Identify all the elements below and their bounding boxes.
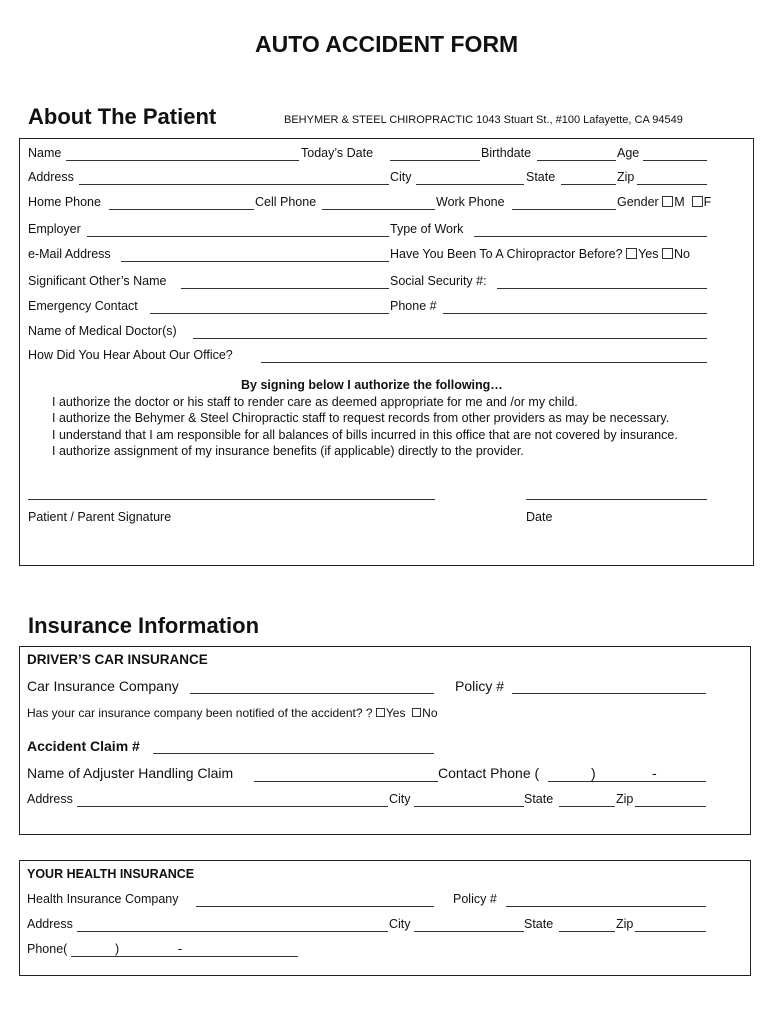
todays-date-label: Today’s Date bbox=[301, 146, 374, 160]
city-field[interactable] bbox=[416, 184, 524, 185]
signature-date-field[interactable] bbox=[526, 499, 707, 500]
health-policy-field[interactable] bbox=[506, 906, 706, 907]
medical-doctor-label: Name of Medical Doctor(s) bbox=[28, 324, 177, 338]
car-city-field[interactable] bbox=[414, 806, 524, 807]
health-zip-label: Zip bbox=[616, 917, 634, 931]
city-label: City bbox=[390, 170, 412, 184]
gender-m-label: M bbox=[674, 195, 685, 209]
zip-field[interactable] bbox=[637, 184, 707, 185]
contact-phone-area-field[interactable] bbox=[548, 781, 706, 782]
claim-label: Accident Claim # bbox=[27, 738, 140, 754]
address-label: Address bbox=[28, 170, 74, 184]
age-label: Age bbox=[617, 146, 640, 160]
car-address-label: Address bbox=[27, 792, 73, 806]
health-phone-dash: - bbox=[178, 942, 183, 956]
health-state-label: State bbox=[524, 917, 554, 931]
address-field[interactable] bbox=[79, 184, 389, 185]
age-field[interactable] bbox=[643, 160, 707, 161]
chiro-yes-checkbox[interactable] bbox=[626, 248, 637, 259]
phone-label: Phone # bbox=[390, 299, 437, 313]
chiro-before-label: Have You Been To A Chiropractor Before? bbox=[390, 247, 623, 261]
notified-no-checkbox[interactable] bbox=[412, 708, 421, 717]
health-insurance-heading: YOUR HEALTH INSURANCE bbox=[27, 867, 195, 881]
car-zip-label: Zip bbox=[616, 792, 634, 806]
health-zip-field[interactable] bbox=[635, 931, 706, 932]
health-policy-label: Policy # bbox=[453, 892, 497, 906]
authorization-line: I authorize the doctor or his staff to render care as deemed appropriate for me and /or my child. bbox=[52, 395, 578, 409]
form-title: AUTO ACCIDENT FORM bbox=[255, 31, 519, 57]
chiro-no-checkbox[interactable] bbox=[662, 248, 673, 259]
car-company-field[interactable] bbox=[190, 693, 434, 694]
zip-label: Zip bbox=[617, 170, 635, 184]
notified-question-mark: ? bbox=[365, 706, 373, 720]
todays-date-field[interactable] bbox=[390, 160, 480, 161]
hear-about-label: How Did You Hear About Our Office? bbox=[28, 348, 233, 362]
contact-phone-paren: ) bbox=[591, 765, 596, 781]
work-phone-label: Work Phone bbox=[436, 195, 505, 209]
car-state-field[interactable] bbox=[559, 806, 615, 807]
work-phone-field[interactable] bbox=[512, 209, 616, 210]
significant-other-label: Significant Other’s Name bbox=[28, 274, 167, 288]
car-zip-field[interactable] bbox=[635, 806, 706, 807]
car-company-label: Car Insurance Company bbox=[27, 678, 179, 694]
notified-group bbox=[27, 706, 438, 720]
claim-field[interactable] bbox=[153, 753, 434, 754]
ssn-field[interactable] bbox=[497, 288, 707, 289]
health-phone-label: Phone( bbox=[27, 942, 68, 956]
employer-field[interactable] bbox=[87, 236, 389, 237]
signature-label: Patient / Parent Signature bbox=[28, 510, 172, 524]
hear-about-field[interactable] bbox=[261, 362, 707, 363]
email-field[interactable] bbox=[121, 261, 389, 262]
gender-f-checkbox[interactable] bbox=[692, 196, 703, 207]
patient-section-heading: About The Patient bbox=[28, 104, 217, 129]
car-policy-field[interactable] bbox=[512, 693, 706, 694]
chiro-yes-label: Yes bbox=[638, 247, 659, 261]
name-label: Name bbox=[28, 146, 62, 160]
notified-yes-label: Yes bbox=[385, 706, 406, 720]
cell-phone-label: Cell Phone bbox=[255, 195, 317, 209]
health-state-field[interactable] bbox=[559, 931, 615, 932]
car-insurance-heading: DRIVER’S CAR INSURANCE bbox=[27, 652, 208, 667]
emergency-contact-label: Emergency Contact bbox=[28, 299, 138, 313]
type-of-work-field[interactable] bbox=[474, 236, 707, 237]
health-company-field[interactable] bbox=[196, 906, 434, 907]
home-phone-field[interactable] bbox=[109, 209, 254, 210]
authorization-line: I authorize the Behymer & Steel Chiropractic staff to request records from other providers as may be necessary. bbox=[52, 411, 670, 425]
health-city-field[interactable] bbox=[414, 931, 524, 932]
health-phone-paren: ) bbox=[115, 942, 120, 956]
authorization-line: I authorize assignment of my insurance benefits (if applicable) directly to the provider. bbox=[52, 444, 524, 458]
email-label: e-Mail Address bbox=[28, 247, 111, 261]
medical-doctor-field[interactable] bbox=[193, 338, 707, 339]
gender-m-checkbox[interactable] bbox=[662, 196, 673, 207]
contact-phone-label: Contact Phone ( bbox=[438, 765, 540, 781]
health-phone-field[interactable] bbox=[71, 956, 298, 957]
home-phone-label: Home Phone bbox=[28, 195, 101, 209]
car-policy-label: Policy # bbox=[455, 678, 505, 694]
birthdate-label: Birthdate bbox=[481, 146, 532, 160]
cell-phone-field[interactable] bbox=[322, 209, 435, 210]
car-city-label: City bbox=[389, 792, 411, 806]
name-field[interactable] bbox=[66, 160, 299, 161]
notified-no-label: No bbox=[422, 706, 438, 720]
gender-label: Gender bbox=[617, 195, 659, 209]
health-city-label: City bbox=[389, 917, 411, 931]
chiro-no-label: No bbox=[673, 247, 690, 261]
car-address-field[interactable] bbox=[77, 806, 388, 807]
chiro-before-group bbox=[390, 247, 690, 261]
phone-field[interactable] bbox=[443, 313, 707, 314]
employer-label: Employer bbox=[28, 222, 81, 236]
adjuster-label: Name of Adjuster Handling Claim bbox=[27, 765, 234, 781]
emergency-contact-field[interactable] bbox=[150, 313, 389, 314]
ssn-label: Social Security #: bbox=[390, 274, 487, 288]
health-address-label: Address bbox=[27, 917, 73, 931]
type-of-work-label: Type of Work bbox=[390, 222, 464, 236]
state-label: State bbox=[526, 170, 556, 184]
gender-group bbox=[617, 195, 711, 209]
state-field[interactable] bbox=[561, 184, 616, 185]
authorization-heading: By signing below I authorize the following… bbox=[241, 378, 503, 392]
clinic-address: BEHYMER & STEEL CHIROPRACTIC 1043 Stuart St., #100 Lafayette, CA 94549 bbox=[284, 114, 683, 126]
authorization-line: I understand that I am responsible for all balances of bills incurred in this office that are not covered by insurance. bbox=[52, 428, 678, 442]
insurance-section-heading: Insurance Information bbox=[28, 613, 260, 638]
gender-f-label: F bbox=[703, 195, 712, 209]
signature-field[interactable] bbox=[28, 499, 435, 500]
notified-yes-checkbox[interactable] bbox=[376, 708, 385, 717]
significant-other-field[interactable] bbox=[181, 288, 389, 289]
adjuster-field[interactable] bbox=[254, 781, 438, 782]
car-state-label: State bbox=[524, 792, 554, 806]
contact-phone-dash: - bbox=[652, 765, 657, 781]
signature-date-label: Date bbox=[526, 510, 553, 524]
health-address-field[interactable] bbox=[77, 931, 388, 932]
birthdate-field[interactable] bbox=[537, 160, 616, 161]
health-company-label: Health Insurance Company bbox=[27, 892, 179, 906]
notified-label: Has your car insurance company been notified of the accident? bbox=[27, 706, 363, 720]
